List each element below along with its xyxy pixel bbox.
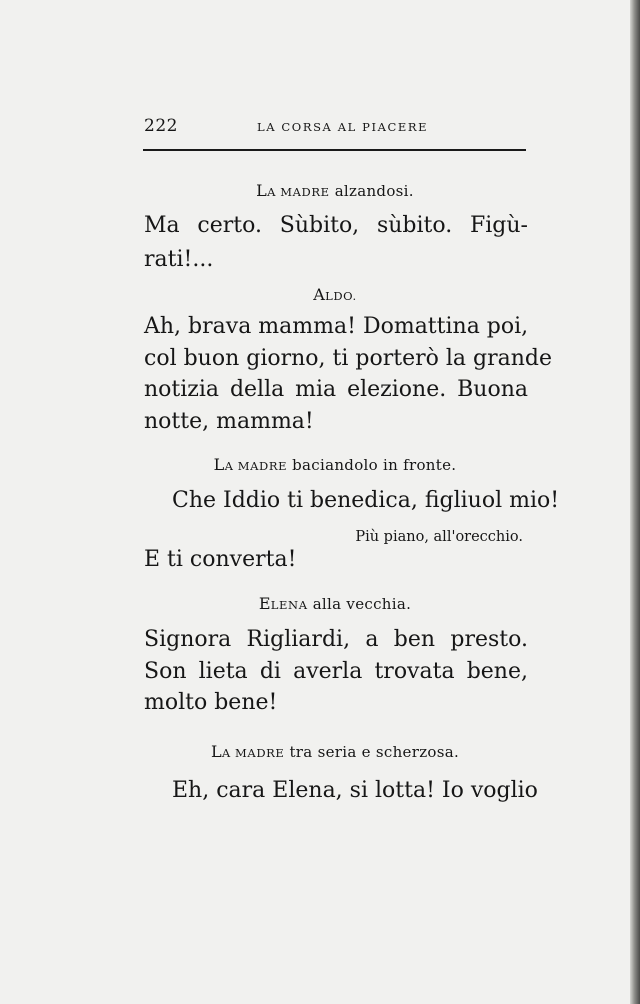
page-header (144, 116, 526, 138)
speech-line: notte, mamma! (144, 409, 314, 434)
speaker-initial: E (258, 594, 271, 613)
speaker-name: A MADRE (221, 746, 285, 760)
speech-line: Signora Rigliardi, a ben presto. (144, 627, 528, 652)
speaker-name: LDO. (325, 289, 357, 303)
running-title: LA CORSA AL PIACERE (257, 120, 429, 134)
speaker-initial: L (213, 455, 225, 474)
stage-direction (143, 594, 527, 613)
direction-text: alzandosi. (334, 182, 414, 200)
speech-line: Son lieta di averla trovata bene, (144, 659, 528, 684)
speaker-name: A MADRE (267, 185, 330, 199)
speech-line: notizia della mia elezione. Buona (144, 377, 528, 402)
page-number: 222 (144, 116, 178, 136)
header-rule (143, 149, 526, 151)
speech-line: Che Iddio ti benedica, figliuol mio! (172, 488, 560, 513)
stage-direction (143, 455, 527, 474)
aside-direction: Più piano, all'orecchio. (355, 529, 523, 545)
speaker-initial: L (256, 181, 268, 200)
page-edge-shadow (630, 0, 640, 1004)
direction-text: baciandolo in fronte. (292, 456, 457, 474)
stage-direction (143, 181, 527, 200)
speech-line: Ah, brava mamma! Domattina poi, (144, 314, 529, 339)
speech-line: molto bene! (144, 690, 278, 715)
speech-line: E ti converta! (144, 547, 297, 572)
speaker-initial: L (210, 742, 222, 761)
speech-line: rati!... (144, 247, 214, 272)
speech-line: Ma certo. Sùbito, sùbito. Figù- (144, 213, 528, 238)
speaker-initial: A (313, 285, 326, 304)
direction-text: tra seria e scherzosa. (289, 743, 460, 761)
speech-line: Eh, cara Elena, si lotta! Io voglio (172, 778, 538, 803)
stage-direction (143, 285, 527, 304)
speech-line: col buon giorno, ti porterò la grande (144, 346, 552, 371)
speaker-name: LENA (270, 598, 308, 612)
direction-text: alla vecchia. (312, 595, 412, 613)
stage-direction (143, 742, 527, 761)
speaker-name: A MADRE (224, 459, 288, 473)
